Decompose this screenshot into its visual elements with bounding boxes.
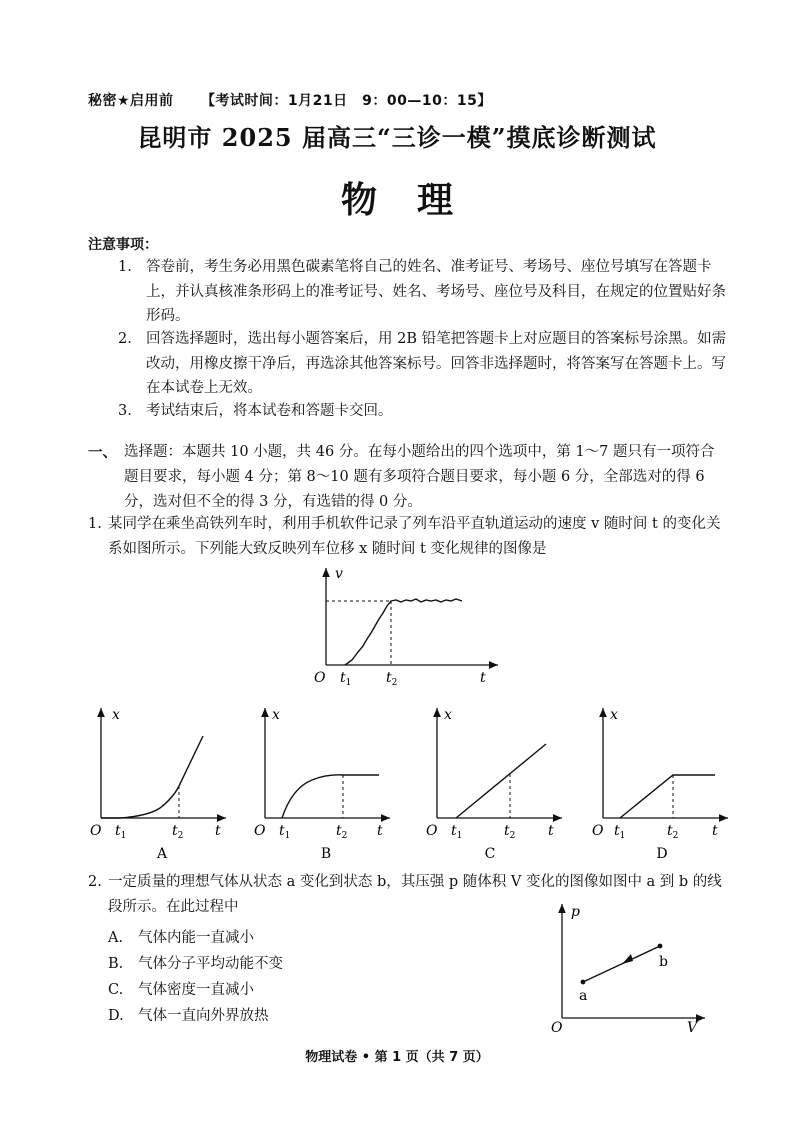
origin-label: O [90,823,102,839]
option-label: D [656,846,668,862]
option-a-graph [88,700,238,865]
velocity-curve [345,599,462,665]
question-text: 一定质量的理想气体从状态 a 变化到状态 b，其压强 p 随体积 V 变化的图像如图中 a 到 b 的线段所示。在此过程中 [108,874,722,915]
exam-title: 昆明市 2025 届高三“三诊一模”摸底诊断测试 [137,123,657,152]
note-number: 2. [118,331,132,347]
t-axis-label: t [215,823,221,839]
point-b [658,944,663,949]
v-axis-label: V [687,1020,698,1036]
note-text: 回答选择题时，选出每小题答案后，用 2B 铅笔把答题卡上对应题目的答案标号涂黑。如需改动，用橡皮擦干净后，再选涂其他答案标号。回答非选择题时，将答案写在答题卡上。写在本试卷上无效。 [146,331,727,396]
page-footer: 物理试卷 • 第 1 页（共 7 页） [305,1050,489,1065]
origin-label: O [254,823,266,839]
point-b-label: b [659,954,668,970]
origin-label: O [551,1020,563,1036]
section-instructions: 选择题：本题共 10 小题，共 46 分。在每小题给出的四个选项中，第 1～7 题只有一项符合题目要求，每小题 4 分；第 8～10 题有多项符合题目要求，每小题 6 分，全部选对的得 6 分，选对但不全的得 3 分，有选错的得 0 分。 [124,444,715,510]
x-axis-label: x [610,707,618,723]
question-1 [88,512,728,562]
section-number: 一、 [88,444,117,461]
subject-title: 物理 [340,179,493,221]
pv-graph [545,898,715,1038]
option-label: C. [108,982,124,998]
t2-label: $t_2$ [386,670,398,688]
note-text: 答卷前，考生务必用黑色碳素笔将自己的姓名、准考证号、考场号、座位号填写在答题卡上，并认真核准条形码上的准考证号、姓名、考场号、座位号及科目，在规定的位置贴好条形码。 [146,259,726,324]
q2-option-d [108,1006,269,1026]
q2-option-c [108,980,254,1000]
note-item [118,255,728,329]
t2-label: $t_2$ [172,823,184,841]
option-text: 气体密度一直减小 [138,982,254,998]
v-axis-label: v [335,566,343,582]
x-axis-label: x [444,707,452,723]
exam-time: 【考试时间：1月21日 9：00—10：15】 [200,93,492,109]
displacement-curve [101,736,203,818]
q2-option-a [108,928,254,948]
displacement-curve [456,744,546,818]
t-axis-label: t [480,670,486,686]
option-b-graph [252,700,402,865]
displacement-curve [620,775,715,818]
option-label: B. [108,956,124,972]
note-number: 3. [118,403,132,419]
option-label: A [156,846,168,862]
t1-label: $t_1$ [614,823,626,841]
direction-arrow [622,954,633,964]
origin-label: O [426,823,438,839]
t1-label: $t_1$ [340,670,352,688]
q2-option-b [108,954,283,974]
vt-graph [300,560,510,690]
t-axis-label: t [712,823,718,839]
option-text: 气体一直向外界放热 [138,1008,269,1024]
x-axis-label: x [112,707,120,723]
origin-label: O [314,670,326,686]
note-text: 考试结束后，将本试卷和答题卡交回。 [146,403,393,419]
displacement-curve [282,775,379,818]
t1-label: $t_1$ [115,823,127,841]
t2-label: $t_2$ [667,823,679,841]
p-axis-label: p [571,904,580,920]
option-label: D. [108,1008,124,1024]
option-text: 气体分子平均动能不变 [138,956,283,972]
section-choice [88,440,728,515]
point-a [581,980,586,985]
option-d-graph [590,700,740,865]
process-line [583,946,660,982]
note-item [118,327,728,401]
option-label: B [320,846,332,862]
option-label: C [484,846,496,862]
origin-label: O [592,823,604,839]
t-axis-label: t [377,823,383,839]
question-number: 1. [88,516,102,532]
option-label: A. [108,930,124,946]
note-item [118,399,728,424]
exam-header [88,90,492,110]
option-text: 气体内能一直减小 [138,930,254,946]
t1-label: $t_1$ [451,823,463,841]
note-number: 1. [118,259,132,275]
t-axis-label: t [548,823,554,839]
t2-label: $t_2$ [504,823,516,841]
notes-heading: 注意事项： [88,237,158,253]
x-axis-label: x [272,707,280,723]
question-text: 某同学在乘坐高铁列车时，利用手机软件记录了列车沿平直轨道运动的速度 v 随时间 t 的变化关系如图所示。下列能大致反映列车位移 x 随时间 t 变化规律的图像是 [108,516,721,557]
question-number: 2. [88,874,102,890]
t1-label: $t_1$ [279,823,291,841]
option-c-graph [424,700,574,865]
t2-label: $t_2$ [336,823,348,841]
secret-label: 秘密★启用前 [88,93,174,109]
point-a-label: a [579,988,588,1004]
